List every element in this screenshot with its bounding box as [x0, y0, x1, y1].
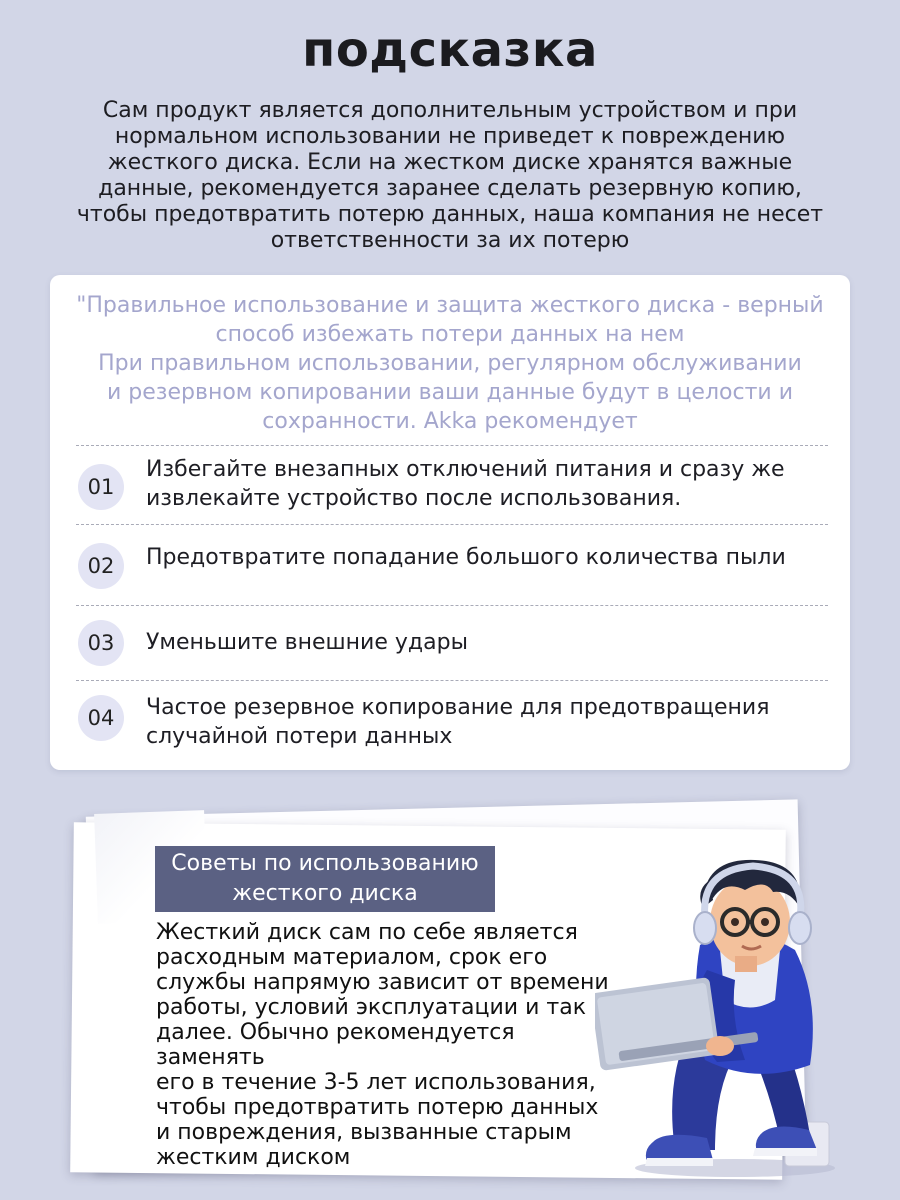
quote-line: При правильном использовании, регулярном обслуживании	[98, 351, 802, 376]
item-number-badge: 03	[78, 620, 124, 666]
divider	[76, 524, 828, 525]
item-line: случайной потери данных	[146, 724, 453, 749]
tips-body-line: далее. Обычно рекомендуется заменять	[156, 1020, 515, 1070]
tips-body-line: службы напрямую зависит от времени	[156, 970, 609, 995]
item-line: извлекайте устройство после использования.	[146, 486, 682, 511]
quote-line: способ избежать потери данных на нем	[215, 322, 685, 347]
quote-line: и резервном копировании ваши данные будут в целости и	[106, 380, 793, 405]
tips-body	[156, 920, 626, 1170]
item-text	[146, 543, 826, 572]
quote-line: "Правильное использование и защита жесткого диска - верный	[76, 293, 824, 318]
item-line: Уменьшите внешние удары	[146, 630, 468, 655]
tips-heading	[155, 846, 495, 912]
item-line: Частое резервное копирование для предотвращения	[146, 695, 770, 720]
boy-with-laptop-illustration	[595, 850, 845, 1180]
quote-line: сохранности. Akka рекомендует	[262, 409, 638, 434]
tips-body-line: расходным материалом, срок его	[156, 945, 548, 970]
tips-heading-line: жесткого диска	[232, 881, 418, 906]
item-line: Предотвратите попадание большого количества пыли	[146, 545, 786, 570]
item-number-badge: 04	[78, 695, 124, 741]
item-text	[146, 628, 826, 657]
divider	[76, 680, 828, 681]
tips-body-line: чтобы предотвратить потерю данных	[156, 1095, 599, 1120]
tips-body-line: жестким диском	[156, 1145, 351, 1170]
divider	[76, 605, 828, 606]
tips-body-line: его в течение 3-5 лет использования,	[156, 1070, 596, 1095]
quote-block	[70, 291, 830, 436]
tips-body-line: Жесткий диск сам по себе является	[156, 920, 578, 945]
item-line: Избегайте внезапных отключений питания и сразу же	[146, 457, 785, 482]
item-text	[146, 455, 826, 513]
tips-body-line: работы, условий эксплуатации и так	[156, 995, 586, 1020]
item-number-badge: 01	[78, 464, 124, 510]
page-title: подсказка	[302, 22, 598, 78]
tips-heading-line: Советы по использованию	[171, 851, 479, 876]
item-number-badge: 02	[78, 543, 124, 589]
divider	[76, 445, 828, 446]
intro-paragraph: Сам продукт является дополнительным устройством и при нормальном использовании не приведет к повреждению жесткого диска. Если на жестком диске хранятся важные данные, рекомендуется заранее сделать резервную копию, чтобы предотвратить потерю данных, наша компания не несет ответственности за их потерю	[76, 98, 824, 253]
item-text	[146, 693, 826, 751]
tips-body-line: и повреждения, вызванные старым	[156, 1120, 572, 1145]
tips-card	[50, 275, 850, 770]
